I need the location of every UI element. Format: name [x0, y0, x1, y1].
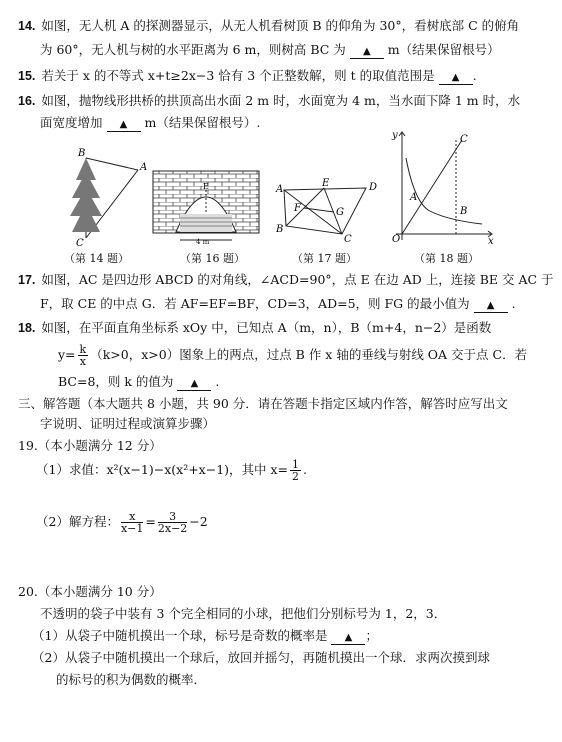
denominator: x−1 [120, 522, 144, 535]
question-20-part1 [32, 626, 562, 645]
question-text: . [215, 374, 220, 389]
question-title: 20.（本小题满分 10 分） [18, 584, 162, 599]
question-text: （1）求值：x²(x−1)−x(x²+x−1)，其中 x= [36, 462, 289, 477]
question-number: 14. [18, 19, 36, 33]
question-19-title [18, 436, 548, 455]
figure-16 [152, 170, 260, 248]
question-18-line2 [58, 340, 562, 370]
question-17-line2 [40, 294, 562, 313]
label-C: C [344, 234, 352, 244]
section-text: 字说明、证明过程或演算步骤） [40, 416, 216, 431]
numerator: 3 [158, 511, 187, 523]
fraction-k-over-x [78, 344, 89, 367]
answer-blank: ▲ [474, 300, 508, 313]
question-text: （2）从袋子中随机摸出一个球后，放回并摇匀，再随机摸出一个球．求两次摸到球 [32, 650, 490, 665]
question-text: 如图，无人机 A 的探测器显示，从无人机看树顶 B 的仰角为 30°，看树底部 C 的俯角 [41, 18, 520, 33]
question-16 [18, 91, 548, 111]
question-title: 19.（本小题满分 12 分） [18, 438, 162, 453]
section-text: 三、解答题（本大题共 8 小题，共 90 分．请在答题卡指定区域内作答，解答时应写出文 [18, 396, 508, 411]
answer-blank: ▲ [350, 46, 384, 59]
question-14 [18, 16, 548, 36]
label-C: C [460, 134, 468, 145]
section-3-heading [18, 394, 548, 413]
label-A: A [276, 184, 284, 195]
label-D: D [369, 182, 378, 193]
figure-14 [66, 140, 156, 250]
answer-blank: ▲ [177, 378, 211, 391]
fraction-3-over-2x-minus-2 [158, 511, 187, 534]
numerator: x [121, 511, 143, 523]
question-text: ； [365, 628, 378, 643]
caption-18: （第 18 题） [414, 252, 479, 265]
fraction-one-half [290, 459, 301, 482]
figure-17 [274, 178, 384, 244]
question-19-part2 [36, 508, 562, 536]
label-E: E [203, 182, 209, 191]
question-text: 若关于 x 的不等式 x+t≥2x−3 恰有 3 个正整数解，则 t 的取值范围是 [41, 68, 435, 83]
question-number: 18. [18, 321, 36, 335]
question-15 [18, 66, 548, 86]
label-E: E [322, 178, 330, 189]
label-A: A [410, 192, 418, 203]
question-text: 如图，抛物线形拱桥的拱顶高出水面 2 m 时，水面宽为 4 m，当水面下降 1 m 时，水 [41, 93, 521, 108]
question-number: 16. [18, 94, 36, 108]
label-A: A [140, 162, 148, 173]
caption-16: （第 16 题） [180, 252, 245, 265]
question-text: 如图，AC 是四边形 ABCD 的对角线，∠ACD=90°，点 E 在边 AD 上，连接 BE 交 AC 于 [41, 272, 554, 287]
question-text: 不透明的袋子中装有 3 个完全相同的小球，把他们分别标号为 1，2，3． [40, 606, 447, 621]
question-text: 如图，在平面直角坐标系 xOy 中，已知点 A（m，n），B（m+4，n−2）是函数 [41, 320, 492, 335]
denominator: x [79, 355, 86, 368]
question-text: . [303, 462, 308, 477]
question-17 [18, 270, 554, 290]
question-text: （k>0，x>0）图象上的两点，过点 B 作 x 轴的垂线与射线 OA 交于点 C．若 [90, 347, 528, 362]
numerator: 1 [292, 458, 300, 471]
section-3-heading-line2 [40, 414, 562, 433]
axis-y-label: y [392, 130, 398, 141]
caption-17: （第 17 题） [292, 252, 357, 265]
denominator: 2x−2 [157, 522, 188, 535]
math-text: = [145, 514, 156, 529]
question-number: 17. [18, 273, 36, 287]
question-20-intro [40, 604, 562, 623]
question-20-title [18, 582, 548, 601]
denominator: 2 [292, 470, 300, 483]
label-B: B [460, 206, 468, 217]
question-18 [18, 318, 548, 338]
answer-blank: ▲ [107, 119, 141, 132]
question-text: （2）解方程： [36, 514, 119, 529]
question-20-part2-line2 [56, 670, 562, 689]
question-text: （1）从袋子中随机摸出一个球，标号是奇数的概率是 [32, 628, 328, 643]
width-label: 4 m [196, 238, 210, 246]
question-text: BC=8，则 k 的值为 [58, 374, 174, 389]
question-text: m（结果保留根号） [387, 42, 500, 57]
label-B: B [276, 224, 284, 235]
question-18-line3 [58, 372, 562, 391]
label-C: C [76, 238, 84, 249]
fraction-x-over-x-minus-1 [121, 511, 143, 534]
question-14-line2 [40, 40, 562, 59]
question-text: 面宽度增加 [40, 115, 103, 130]
label-F: F [294, 203, 301, 214]
question-20-part2 [32, 648, 562, 667]
math-text: y= [58, 347, 76, 362]
question-text: 的标号的积为偶数的概率． [56, 672, 207, 687]
figure-18 [388, 128, 498, 246]
label-B: B [78, 148, 86, 159]
question-text: 为 60°，无人机与树的水平距离为 6 m，则树高 BC 为 [40, 42, 346, 57]
math-text: −2 [189, 514, 208, 529]
label-G: G [336, 207, 344, 218]
question-number: 15. [18, 69, 36, 83]
caption-14: （第 14 题） [64, 252, 129, 265]
numerator: k [79, 343, 87, 356]
axis-x-label: x [488, 236, 494, 246]
question-text: . [511, 296, 516, 311]
answer-blank: ▲ [439, 72, 473, 85]
question-text: m（结果保留根号）. [144, 115, 261, 130]
label-O: O [392, 234, 401, 245]
question-19-part1 [36, 456, 562, 484]
answer-blank: ▲ [331, 632, 365, 645]
question-text: F，取 CE 的中点 G．若 AF=EF=BF，CD=3，AD=5，则 FG 的最小值为 [40, 296, 470, 311]
question-text: . [472, 68, 477, 83]
